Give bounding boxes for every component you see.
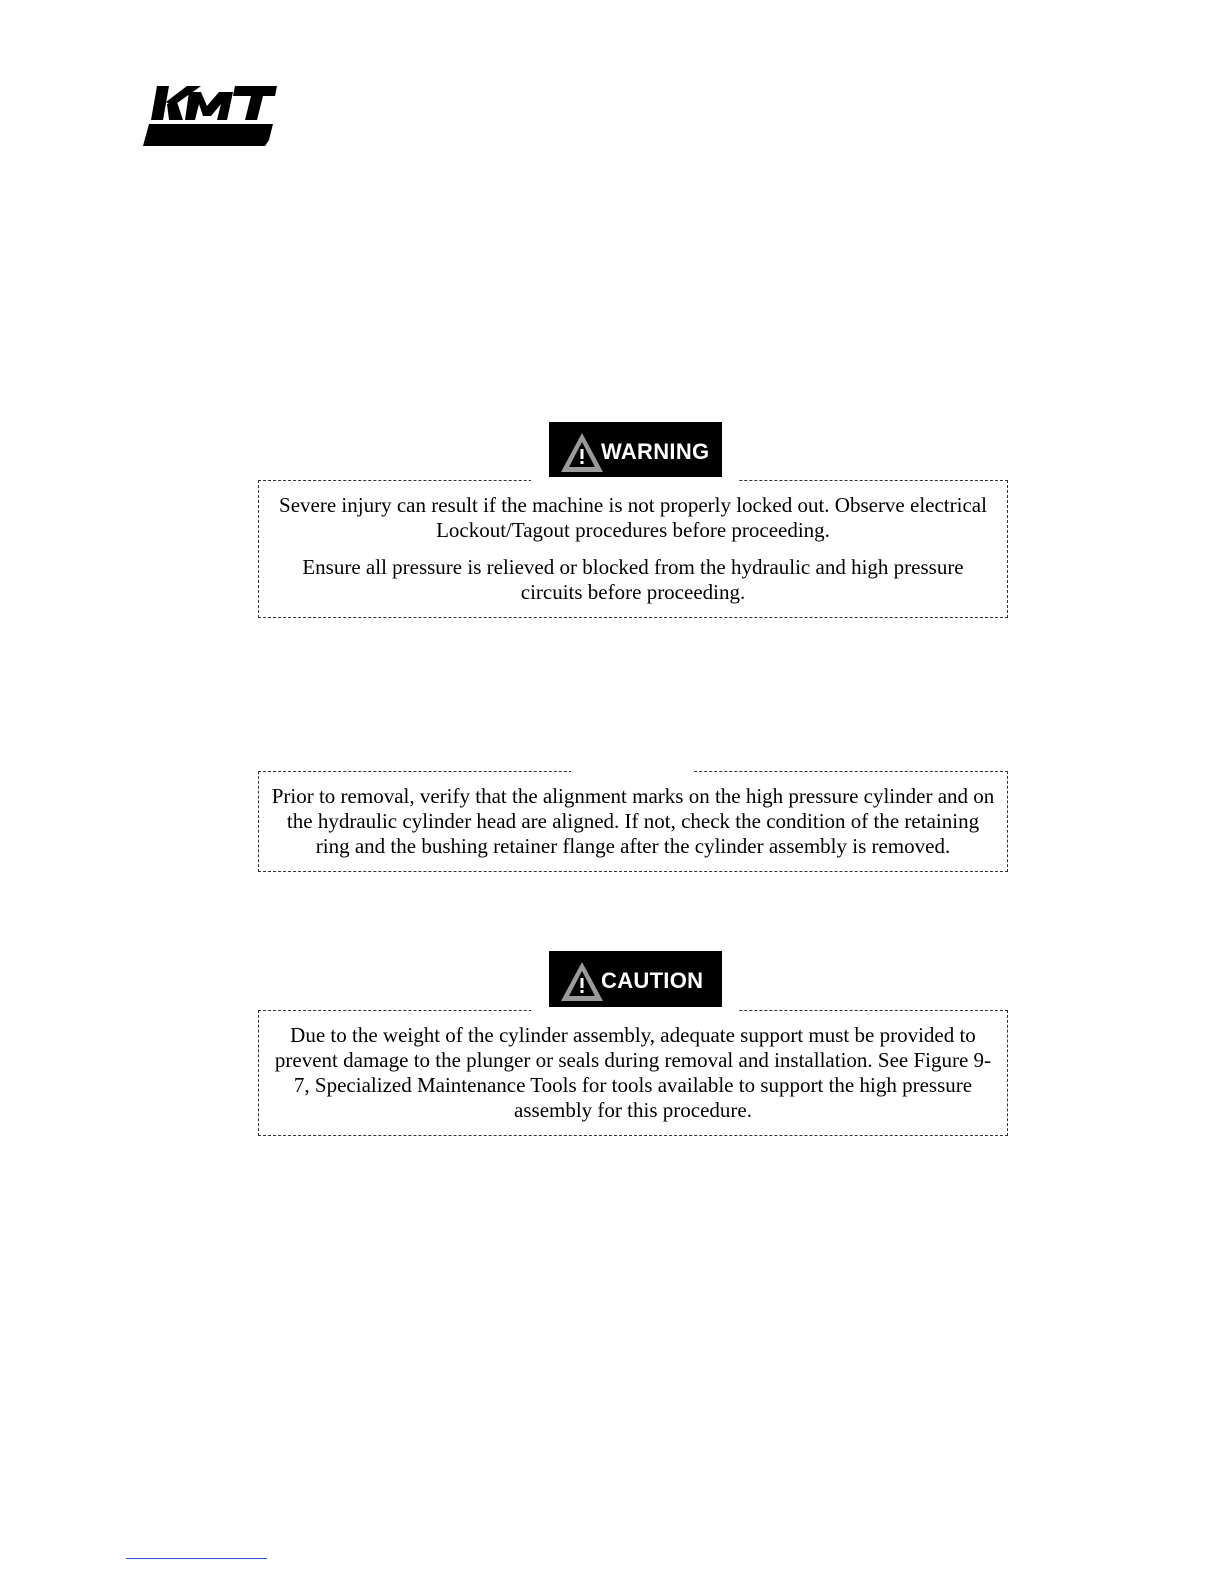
warning-text-1: Severe injury can result if the machine is not properly locked out. Observe electrical Lockout/Tagout procedures before proceeding. [279,493,987,542]
warning-badge [549,422,722,481]
footer-rule [126,1558,267,1559]
note-box [258,771,1008,872]
caution-label: CAUTION [601,967,704,993]
warning-label: WARNING [601,438,710,464]
caution-border-gap [531,1007,739,1013]
caution-box [258,1010,1008,1136]
warning-box [258,480,1008,618]
note-border-gap [571,768,694,774]
caution-text: Due to the weight of the cylinder assembly, adequate support must be provided to prevent damage to the plunger or seals during removal and installation. See Figure 9-7, Specialized Maintenance Tools for tools available to support the high pressure assembly for this procedure. [274,1023,992,1122]
warning-text-2: Ensure all pressure is relieved or blocked from the hydraulic and high pressure circuits before proceeding. [302,555,964,604]
warning-border-gap [531,477,739,483]
caution-triangle-icon [559,958,605,1004]
kmt-logo [143,84,277,148]
caution-badge [549,951,722,1010]
warning-triangle-icon [559,429,605,475]
note-text: Prior to removal, verify that the alignment marks on the high pressure cylinder and on the hydraulic cylinder head are aligned. If not, check the condition of the retaining ring and the bushing retainer flange after the cylinder assembly is removed. [271,784,995,858]
